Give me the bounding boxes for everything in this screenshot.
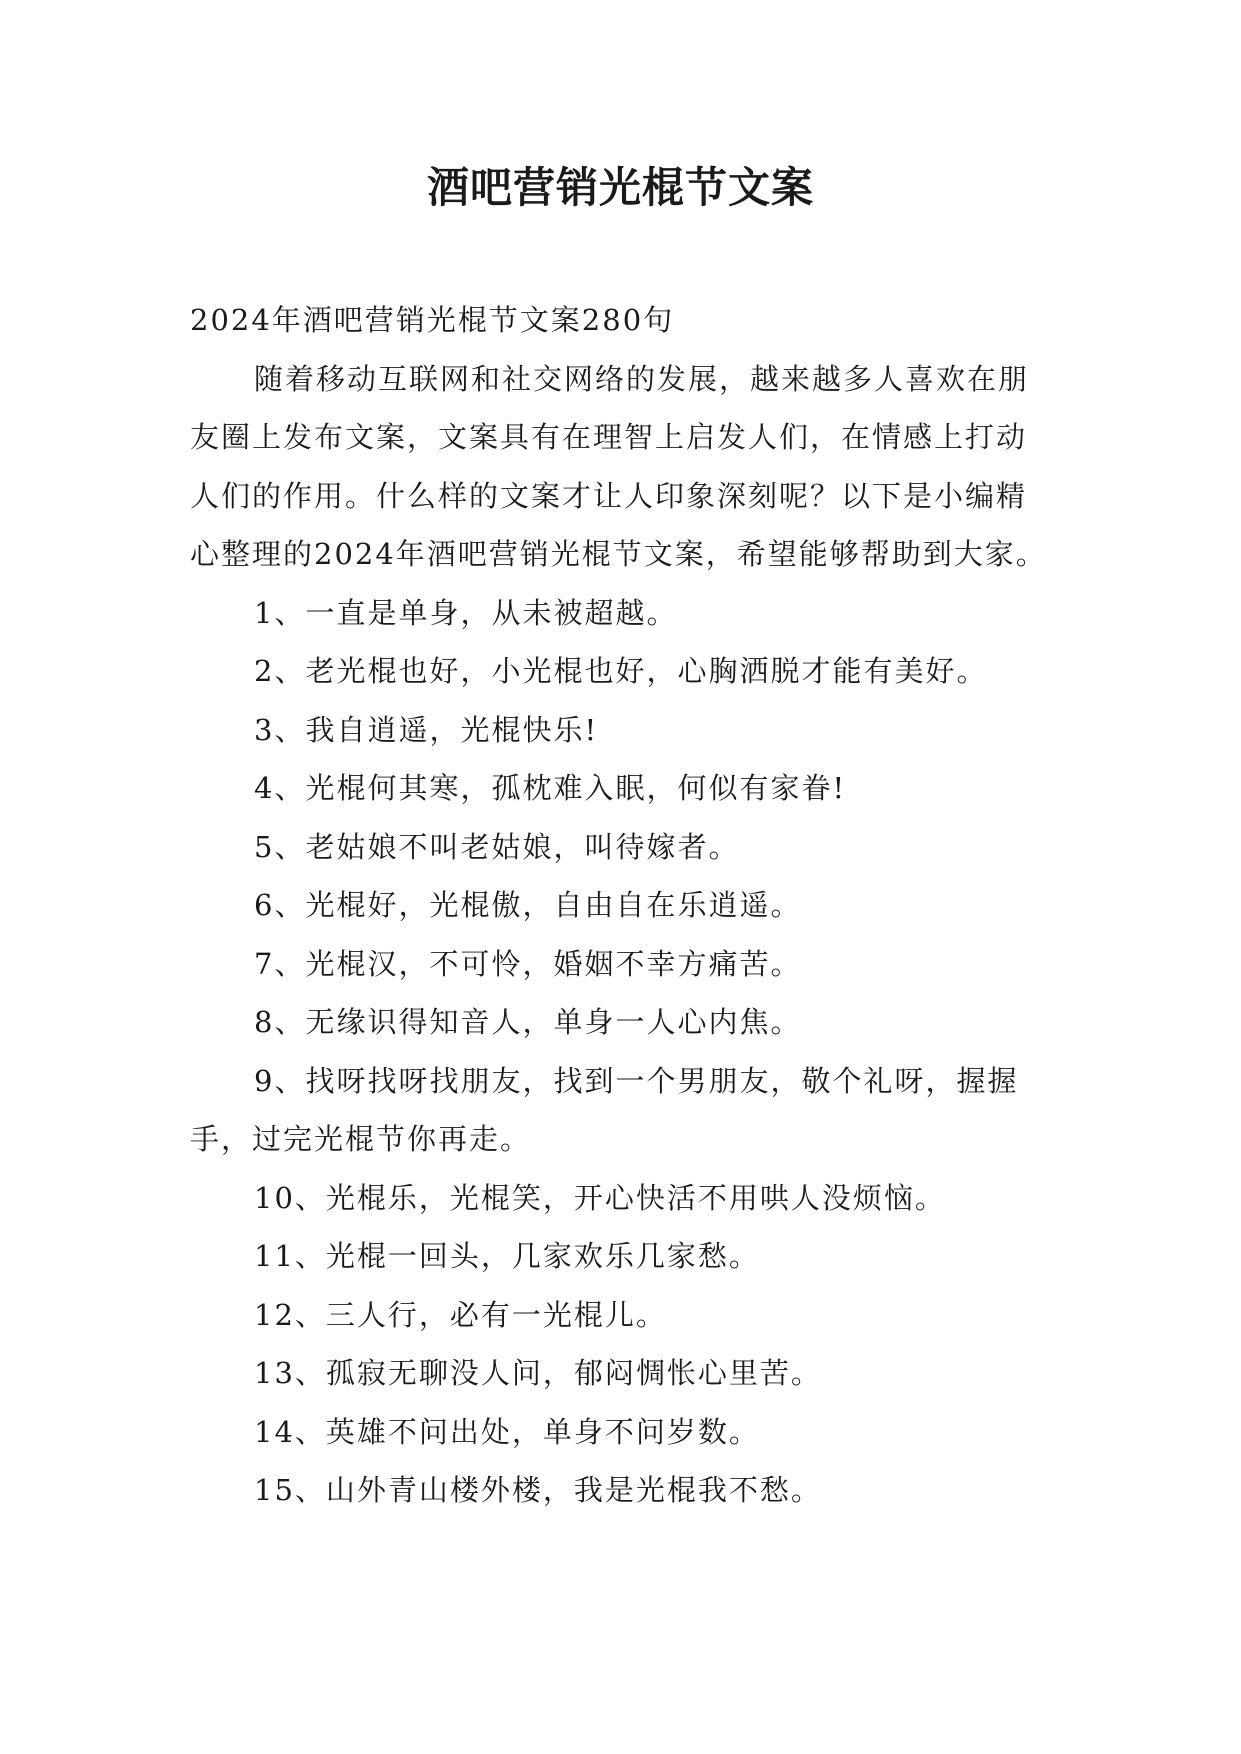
document-title: 酒吧营销光棍节文案: [426, 163, 814, 212]
list-item: 12、三人行，必有一光棍儿。: [254, 1297, 667, 1332]
list-item: 9、找呀找呀找朋友，找到一个男朋友，敬个礼呀，握握手，过完光棍节你再走。: [190, 1063, 1019, 1156]
list-item: 10、光棍乐，光棍笑，开心快活不用哄人没烦恼。: [254, 1180, 946, 1215]
list-item: 5、老姑娘不叫老姑娘，叫待嫁者。: [254, 829, 740, 864]
list-item: 13、孤寂无聊没人问，郁闷惆怅心里苦。: [254, 1356, 822, 1390]
list-item: 8、无缘识得知音人，单身一人心内焦。: [254, 1005, 802, 1039]
list-item: 3、我自逍遥，光棍快乐!: [254, 712, 599, 747]
document-body: [190, 291, 1056, 1520]
list-item: 6、光棍好，光棍傲，自由自在乐逍遥。: [254, 888, 802, 922]
list-item: 14、英雄不问出处，单身不问岁数。: [254, 1414, 760, 1449]
list-item: 11、光棍一回头，几家欢乐几家愁。: [254, 1239, 760, 1273]
list-item: 15、山外青山楼外楼，我是光棍我不愁。: [254, 1473, 822, 1507]
list-item: 4、光棍何其寒，孤枕难入眠，何似有家眷!: [254, 771, 847, 805]
list-item: 7、光棍汉，不可怜，婚姻不幸方痛苦。: [254, 946, 802, 981]
document-subtitle: 2024年酒吧营销光棍节文案280句: [190, 303, 675, 337]
intro-paragraph: 随着移动互联网和社交网络的发展，越来越多人喜欢在朋友圈上发布文案，文案具有在理智上启发人们，在情感上打动人们的作用。什么样的文案才让人印象深刻呢？以下是小编精心整理的2024年酒吧营销光棍节文案，希望能够帮助到大家。: [190, 361, 1047, 571]
list-item: 2、老光棍也好，小光棍也好，心胸洒脱才能有美好。: [254, 654, 988, 688]
list-item: 1、一直是单身，从未被超越。: [254, 595, 678, 630]
